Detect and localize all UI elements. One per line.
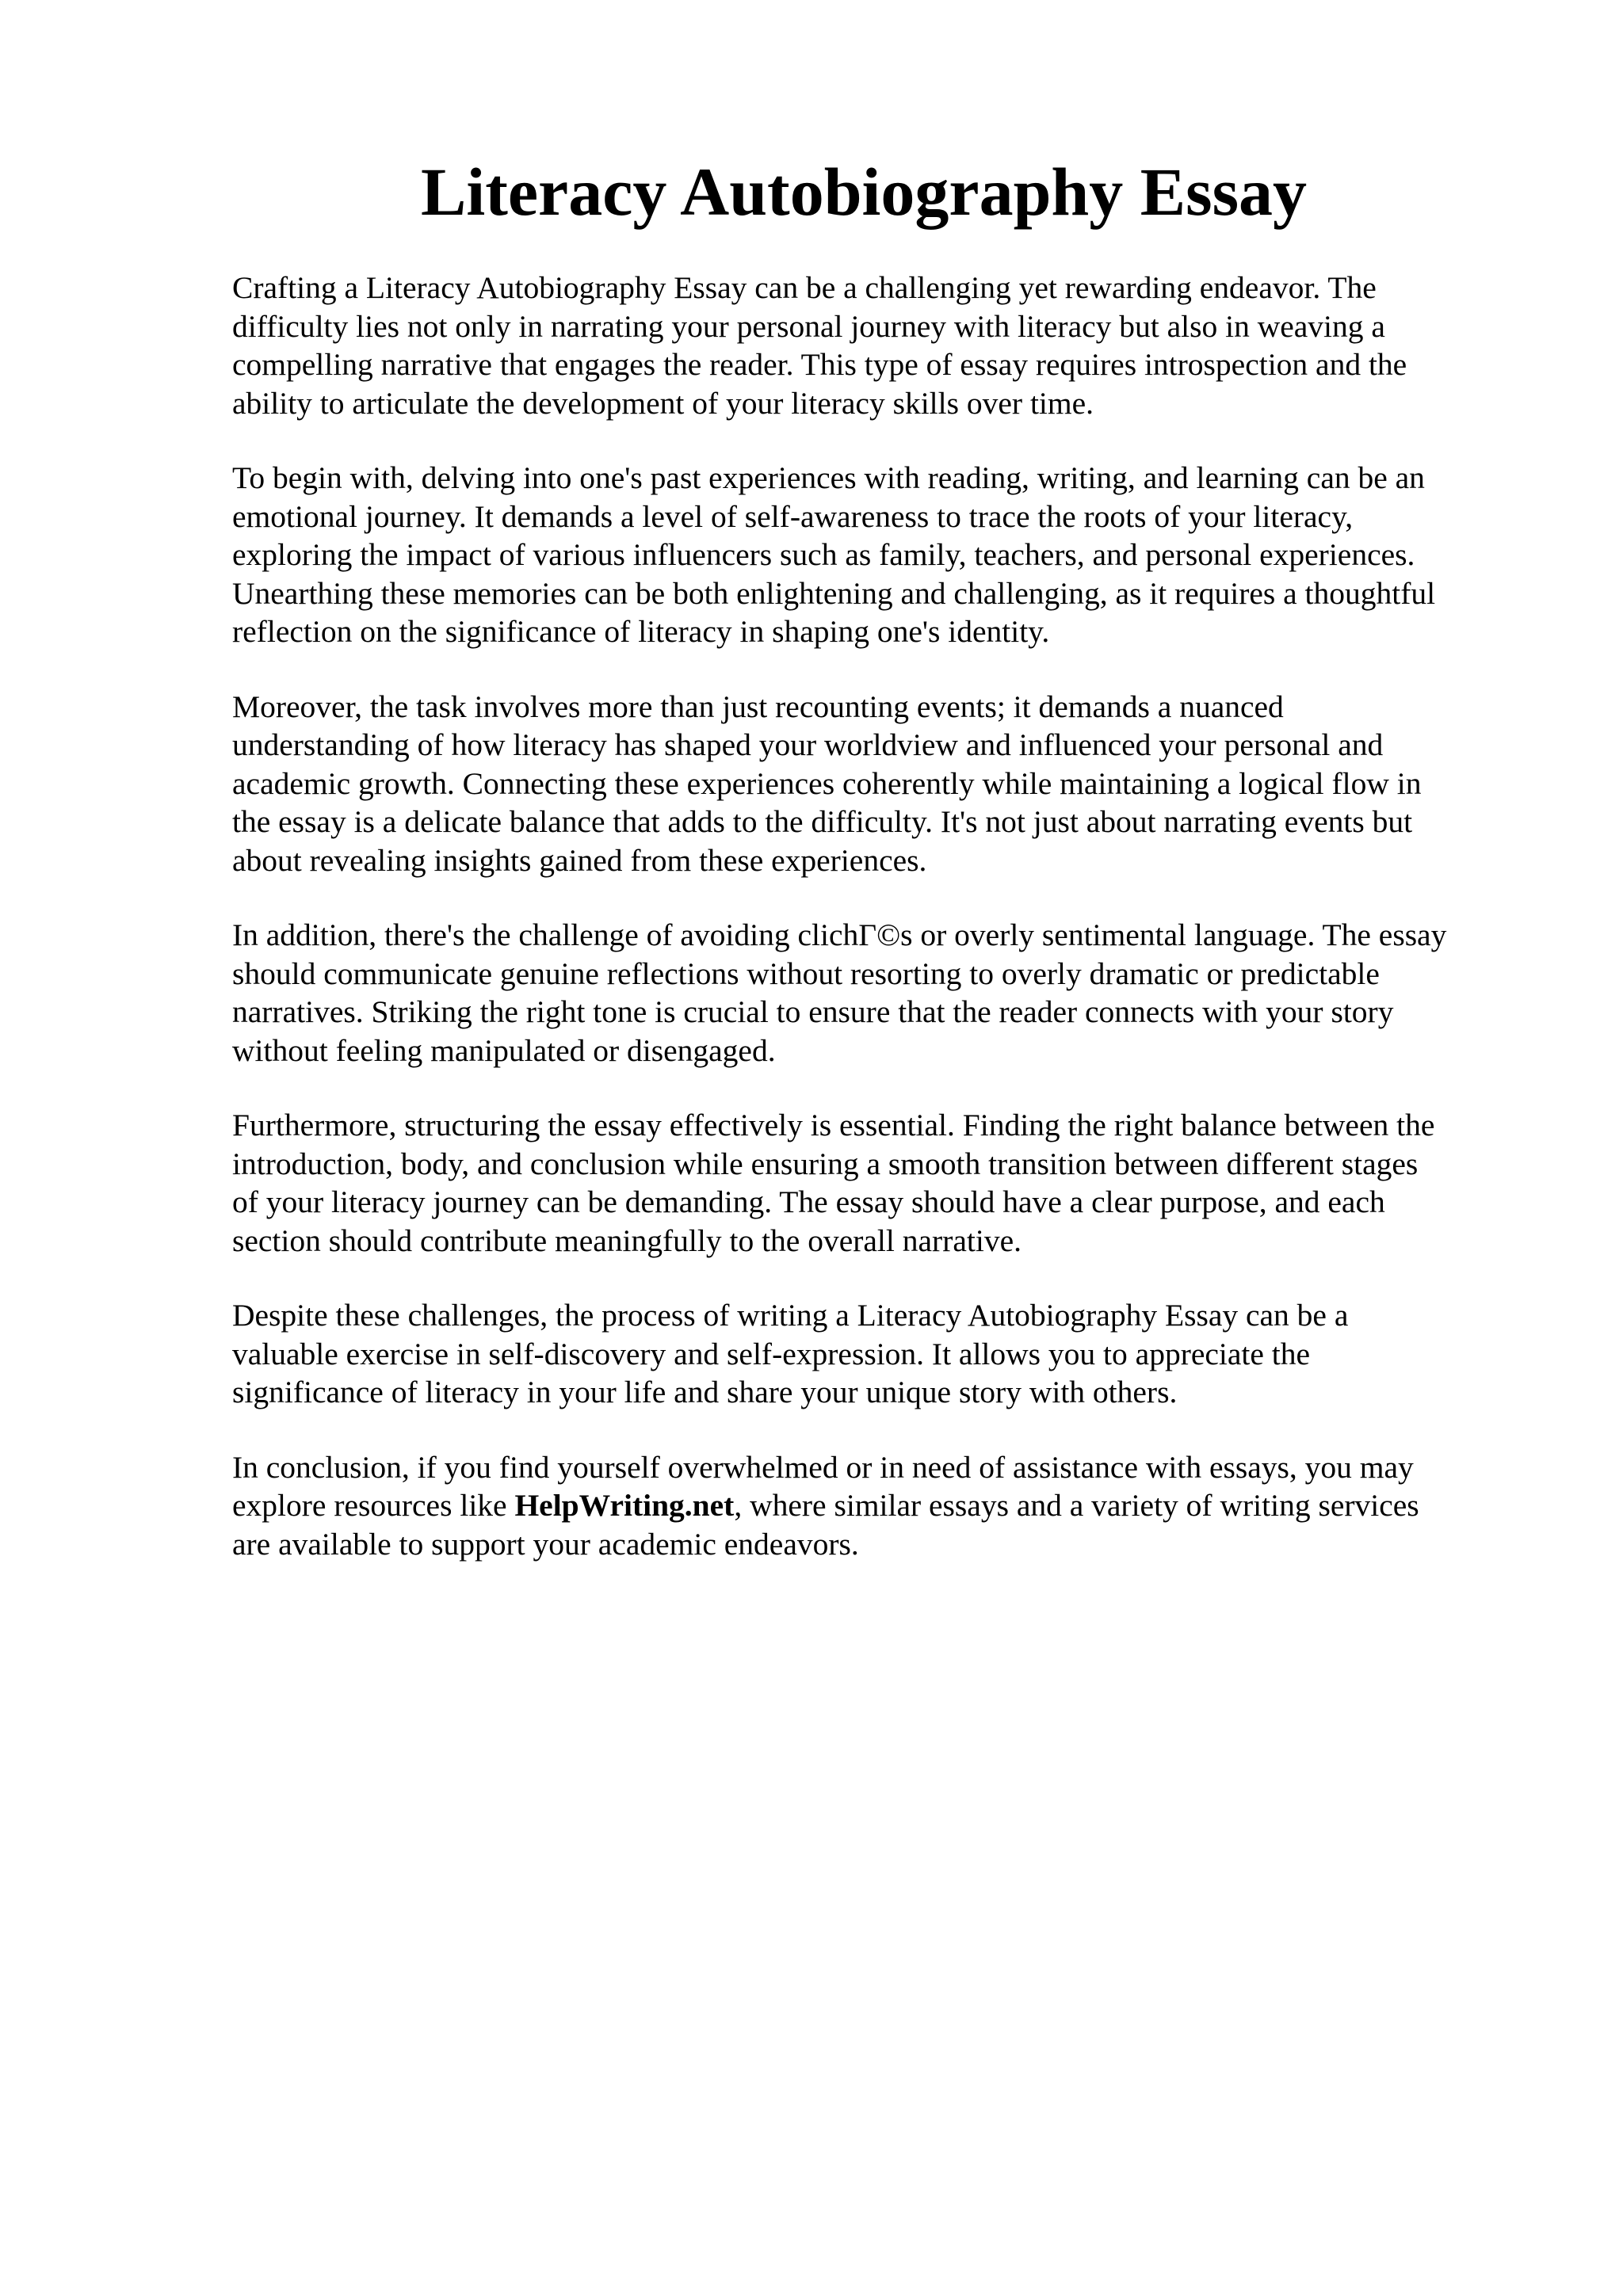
paragraph-line: the essay is a delicate balance that adds to the difficulty. It's not just about narrating events but	[232, 804, 1413, 839]
paragraph-line: narratives. Striking the right tone is crucial to ensure that the reader connects with your story	[232, 994, 1394, 1029]
paragraph-line: To begin with, delving into one's past experiences with reading, writing, and learning can be an	[232, 460, 1425, 495]
paragraph-line: emotional journey. It demands a level of self-awareness to trace the roots of your literacy,	[232, 498, 1354, 534]
paragraph-4	[232, 916, 1516, 1070]
essay-body	[232, 269, 1516, 1600]
paragraph-line: Moreover, the task involves more than just recounting events; it demands a nuanced	[232, 688, 1284, 724]
paragraph-line: of your literacy journey can be demanding. The essay should have a clear purpose, and each	[232, 1184, 1385, 1219]
line-text-after-link: , where similar essays and a variety of writing services	[734, 1488, 1419, 1523]
paragraph-line: introduction, body, and conclusion while ensuring a smooth transition between different stages	[232, 1146, 1419, 1181]
paragraph-line: In conclusion, if you find yourself overwhelmed or in need of assistance with essays, you may	[232, 1449, 1414, 1485]
paragraph-line: about revealing insights gained from these experiences.	[232, 842, 927, 878]
paragraph-line: should communicate genuine reflections without resorting to overly dramatic or predictable	[232, 955, 1380, 991]
line-text-before-link: explore resources like	[232, 1488, 515, 1523]
paragraph-6	[232, 1296, 1516, 1412]
paragraph-line: understanding of how literacy has shaped your worldview and influenced your personal and	[232, 727, 1384, 762]
paragraph-line: significance of literacy in your life and share your unique story with others.	[232, 1375, 1178, 1409]
paragraph-line: Furthermore, structuring the essay effectively is essential. Finding the right balance between the	[232, 1108, 1435, 1142]
paragraph-line: exploring the impact of various influencers such as family, teachers, and personal experiences.	[232, 537, 1415, 572]
paragraph-line: difficulty lies not only in narrating your personal journey with literacy but also in weaving a	[232, 308, 1385, 344]
paragraph-line: Crafting a Literacy Autobiography Essay can be a challenging yet rewarding endeavor. The	[232, 270, 1377, 305]
paragraph-5	[232, 1106, 1516, 1260]
paragraph-line: valuable exercise in self-discovery and self-expression. It allows you to appreciate the	[232, 1336, 1311, 1371]
paragraph-line: section should contribute meaningfully to the overall narrative.	[232, 1222, 1022, 1258]
paragraph-3	[232, 688, 1516, 880]
paragraph-line: compelling narrative that engages the reader. This type of essay requires introspection and the	[232, 347, 1407, 382]
page-title: Literacy Autobiography Essay	[420, 154, 1308, 230]
paragraph-line: Despite these challenges, the process of writing a Literacy Autobiography Essay can be a	[232, 1298, 1349, 1333]
paragraph-line: are available to support your academic endeavors.	[232, 1526, 859, 1562]
paragraph-line: Unearthing these memories can be both enlightening and challenging, as it requires a thoughtful	[232, 575, 1436, 611]
helpwriting-link[interactable]: HelpWriting.net	[514, 1488, 735, 1523]
paragraph-line: without feeling manipulated or disengaged.	[232, 1032, 776, 1068]
paragraph-line-with-link	[232, 1486, 1516, 1525]
paragraph-line: ability to articulate the development of your literacy skills over time.	[232, 385, 1094, 421]
paragraph-line: reflection on the significance of literacy in shaping one's identity.	[232, 614, 1050, 649]
paragraph-2	[232, 459, 1516, 651]
paragraph-1	[232, 269, 1516, 422]
paragraph-conclusion	[232, 1448, 1516, 1564]
paragraph-line: academic growth. Connecting these experiences coherently while maintaining a logical flow in	[232, 765, 1422, 801]
paragraph-line: In addition, there's the challenge of avoiding clichГ©s or overly sentimental language. The essay	[232, 917, 1447, 952]
